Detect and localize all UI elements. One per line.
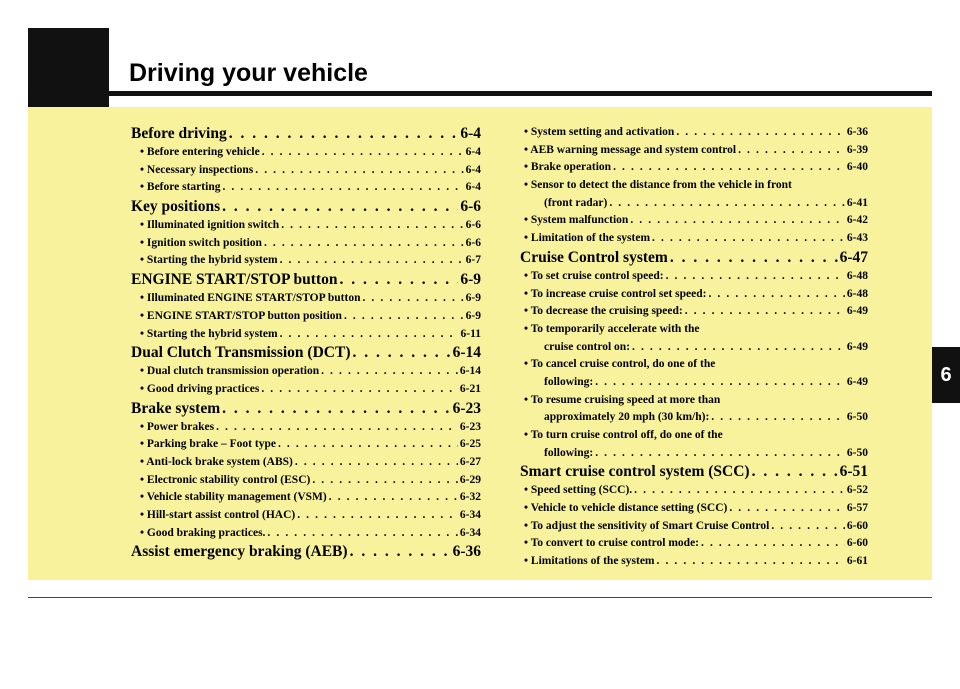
toc-subsection-entry[interactable] bbox=[520, 142, 868, 160]
toc-entry-label: • Good braking practices. bbox=[140, 526, 266, 539]
toc-leader-dots bbox=[350, 542, 451, 562]
toc-entry-label: • Illuminated ignition switch bbox=[140, 219, 280, 232]
toc-leader-dots bbox=[278, 436, 458, 454]
toc-entry-label: following: bbox=[544, 446, 594, 459]
toc-page-number: 6-4 bbox=[460, 125, 481, 142]
toc-entry-label: • Brake operation bbox=[524, 161, 612, 174]
toc-page-number: 6-50 bbox=[846, 446, 868, 459]
toc-entry-label: • To increase cruise control set speed: bbox=[524, 287, 707, 300]
toc-leader-dots bbox=[738, 142, 845, 160]
toc-entry-label: • Necessary inspections bbox=[140, 163, 254, 176]
toc-entry-label: • Speed setting (SCC). bbox=[524, 484, 633, 497]
page-title: Driving your vehicle bbox=[129, 59, 368, 87]
toc-subsection-entry[interactable] bbox=[131, 489, 481, 507]
toc-subsection-entry[interactable] bbox=[520, 409, 868, 427]
toc-page-number: 6-32 bbox=[459, 491, 481, 504]
toc-entry-label: • AEB warning message and system control bbox=[524, 143, 737, 156]
bottom-divider bbox=[28, 597, 932, 598]
toc-subsection-entry[interactable] bbox=[520, 518, 868, 536]
toc-subsection-entry[interactable] bbox=[131, 381, 481, 399]
toc-leader-dots bbox=[281, 217, 463, 235]
toc-entry-label: • Vehicle stability management (VSM) bbox=[140, 491, 327, 504]
toc-subsection-entry[interactable] bbox=[131, 363, 481, 381]
toc-entry-label: following: bbox=[544, 375, 594, 388]
toc-subsection-entry[interactable] bbox=[131, 217, 481, 235]
toc-subsection-entry[interactable] bbox=[520, 500, 868, 518]
toc-page-number: 6-25 bbox=[459, 438, 481, 451]
toc-subsection-entry[interactable] bbox=[131, 525, 481, 543]
toc-subsection-entry[interactable] bbox=[520, 124, 868, 142]
toc-subsection-entry[interactable] bbox=[520, 482, 868, 500]
toc-entry-label: Key positions bbox=[131, 198, 221, 216]
toc-entry-label: • Vehicle to vehicle distance setting (SCC) bbox=[524, 502, 728, 515]
toc-subsection-entry[interactable] bbox=[520, 230, 868, 248]
toc-leader-dots bbox=[711, 409, 845, 427]
toc-page-number: 6-36 bbox=[452, 543, 481, 561]
toc-page-number: 6-49 bbox=[846, 340, 868, 353]
toc-page-number: 6-6 bbox=[460, 198, 481, 216]
toc-subsection-entry[interactable] bbox=[131, 179, 481, 197]
toc-entry-label: • Limitation of the system bbox=[524, 232, 651, 245]
toc-leader-dots bbox=[595, 374, 845, 392]
toc-page-number: 6-48 bbox=[846, 287, 868, 300]
toc-page-number: 6-47 bbox=[839, 248, 868, 266]
toc-subsection-entry[interactable] bbox=[131, 436, 481, 454]
toc-entry-label: Smart cruise control system (SCC) bbox=[520, 463, 750, 481]
toc-entry-label: • To temporarily accelerate with the bbox=[524, 322, 700, 335]
toc-entry-label: • Parking brake – Foot type bbox=[140, 438, 276, 451]
toc-entry-label: • Before starting bbox=[140, 181, 221, 194]
toc-leader-dots bbox=[729, 500, 845, 518]
toc-section-entry[interactable] bbox=[131, 399, 481, 419]
toc-entry-label: • Dual clutch transmission operation bbox=[140, 365, 320, 378]
toc-leader-dots bbox=[267, 525, 457, 543]
toc-entry-label: • Sensor to detect the distance from the vehicle in front bbox=[524, 179, 792, 192]
toc-subsection-entry[interactable] bbox=[131, 507, 481, 525]
toc-entry-label: (front radar) bbox=[544, 196, 608, 209]
toc-leader-dots bbox=[262, 144, 464, 162]
toc-page-number: 6-21 bbox=[459, 382, 481, 395]
toc-leader-dots bbox=[632, 339, 845, 357]
toc-leader-dots bbox=[701, 535, 845, 553]
toc-entry-label: • To set cruise control speed: bbox=[524, 269, 664, 282]
toc-page-number: 6-11 bbox=[460, 327, 481, 340]
toc-leader-dots bbox=[609, 195, 845, 213]
toc-subsection-entry[interactable] bbox=[520, 445, 868, 463]
toc-entry-label: Brake system bbox=[131, 399, 221, 417]
toc-leader-dots bbox=[329, 489, 458, 507]
toc-subsection-entry[interactable] bbox=[131, 162, 481, 180]
toc-leader-dots bbox=[657, 553, 845, 571]
toc-subsection-entry[interactable] bbox=[520, 339, 868, 357]
toc-entry-label: ENGINE START/STOP button bbox=[131, 271, 338, 289]
toc-leader-dots bbox=[771, 518, 845, 536]
toc-entry-label: • Electronic stability control (ESC) bbox=[140, 473, 311, 486]
toc-subsection-entry[interactable] bbox=[520, 427, 868, 445]
toc-page-number: 6-6 bbox=[465, 236, 481, 249]
toc-entry-label: • Starting the hybrid system bbox=[140, 254, 278, 267]
toc-entry-label: Dual Clutch Transmission (DCT) bbox=[131, 344, 351, 362]
toc-page-number: 6-41 bbox=[846, 196, 868, 209]
toc-page-number: 6-23 bbox=[452, 399, 481, 417]
toc-subsection-entry[interactable] bbox=[520, 356, 868, 374]
toc-page-number: 6-4 bbox=[465, 146, 481, 158]
toc-subsection-entry[interactable] bbox=[131, 290, 481, 308]
toc-subsection-entry[interactable] bbox=[520, 392, 868, 410]
toc-leader-dots bbox=[261, 381, 458, 399]
toc-page-number: 6-49 bbox=[846, 305, 868, 318]
toc-right-column bbox=[520, 124, 868, 571]
toc-leader-dots bbox=[676, 124, 845, 142]
toc-page-number: 6-60 bbox=[846, 519, 868, 532]
toc-left-column bbox=[131, 124, 481, 562]
toc-entry-label: Cruise Control system bbox=[520, 248, 668, 266]
toc-entry-label: • Hill-start assist control (HAC) bbox=[140, 509, 296, 521]
toc-page-number: 6-29 bbox=[459, 473, 481, 486]
toc-entry-label: • Illuminated ENGINE START/STOP button bbox=[140, 292, 361, 305]
toc-leader-dots bbox=[595, 445, 845, 463]
toc-entry-label: approximately 20 mph (30 km/h): bbox=[544, 411, 710, 424]
toc-subsection-entry[interactable] bbox=[131, 144, 481, 162]
toc-page-number: 6-9 bbox=[465, 309, 481, 322]
toc-section-entry[interactable] bbox=[131, 124, 481, 144]
toc-leader-dots bbox=[295, 454, 458, 472]
toc-page-number: 6-57 bbox=[846, 502, 868, 515]
toc-entry-label: • Limitations of the system bbox=[524, 555, 655, 568]
toc-entry-label: • To adjust the sensitivity of Smart Cruise Control bbox=[524, 519, 770, 532]
toc-page-number: 6-9 bbox=[460, 271, 481, 289]
toc-subsection-entry[interactable] bbox=[131, 472, 481, 490]
chapter-header-block bbox=[28, 28, 109, 107]
toc-leader-dots bbox=[222, 197, 458, 217]
toc-leader-dots bbox=[352, 343, 450, 363]
toc-page-number: 6-60 bbox=[846, 537, 868, 550]
toc-subsection-entry[interactable] bbox=[520, 195, 868, 213]
toc-entry-label: • To turn cruise control off, do one of the bbox=[524, 429, 723, 441]
toc-entry-label: • Before entering vehicle bbox=[140, 146, 260, 158]
toc-leader-dots bbox=[222, 179, 463, 197]
toc-page-number: 6-34 bbox=[459, 526, 481, 539]
toc-page-number: 6-4 bbox=[465, 181, 481, 194]
toc-entry-label: Before driving bbox=[131, 125, 227, 142]
toc-leader-dots bbox=[255, 162, 463, 180]
toc-entry-label: • System setting and activation bbox=[524, 126, 675, 138]
toc-section-entry[interactable] bbox=[131, 197, 481, 217]
toc-subsection-entry[interactable] bbox=[131, 326, 481, 344]
toc-page-number: 6-34 bbox=[459, 509, 481, 521]
toc-entry-label: • Starting the hybrid system bbox=[140, 327, 278, 340]
toc-entry-label: • To decrease the cruising speed: bbox=[524, 305, 683, 318]
toc-leader-dots bbox=[321, 363, 458, 381]
toc-leader-dots bbox=[222, 399, 450, 419]
toc-section-entry[interactable] bbox=[131, 270, 481, 290]
toc-page-number: 6-39 bbox=[846, 143, 868, 156]
toc-page-number: 6-52 bbox=[846, 484, 868, 497]
toc-subsection-entry[interactable] bbox=[131, 419, 481, 437]
toc-subsection-entry[interactable] bbox=[520, 159, 868, 177]
toc-leader-dots bbox=[297, 507, 458, 525]
toc-page-number: 6-50 bbox=[846, 411, 868, 424]
toc-entry-label: • Ignition switch position bbox=[140, 236, 262, 249]
toc-entry-label: Assist emergency braking (AEB) bbox=[131, 543, 348, 561]
toc-entry-label: • Power brakes bbox=[140, 420, 215, 433]
toc-entry-label: • To convert to cruise control mode: bbox=[524, 537, 700, 550]
toc-page-number: 6-9 bbox=[465, 292, 481, 305]
toc-page-number: 6-14 bbox=[452, 344, 481, 362]
toc-leader-dots bbox=[685, 303, 845, 321]
toc-leader-dots bbox=[312, 472, 458, 490]
toc-entry-label: • ENGINE START/STOP button position bbox=[140, 309, 342, 322]
toc-entry-label: cruise control on: bbox=[544, 340, 631, 353]
toc-leader-dots bbox=[362, 290, 463, 308]
toc-page-number: 6-4 bbox=[465, 163, 481, 176]
toc-leader-dots bbox=[630, 212, 845, 230]
toc-leader-dots bbox=[708, 286, 844, 304]
toc-section-entry[interactable] bbox=[520, 462, 868, 482]
toc-entry-label: • To cancel cruise control, do one of the bbox=[524, 358, 716, 371]
toc-leader-dots bbox=[652, 230, 845, 248]
toc-page-number: 6-14 bbox=[459, 365, 481, 378]
toc-subsection-entry[interactable] bbox=[131, 308, 481, 326]
toc-section-entry[interactable] bbox=[131, 542, 481, 562]
toc-entry-label: • System malfunction bbox=[524, 214, 629, 227]
toc-subsection-entry[interactable] bbox=[520, 374, 868, 392]
chapter-tab[interactable]: 6 bbox=[932, 347, 960, 403]
toc-page-number: 6-42 bbox=[846, 214, 868, 227]
toc-leader-dots bbox=[752, 462, 838, 482]
toc-entry-label: • Anti-lock brake system (ABS) bbox=[140, 455, 293, 468]
toc-page-number: 6-51 bbox=[839, 463, 868, 481]
toc-page-number: 6-7 bbox=[465, 254, 481, 267]
toc-subsection-entry[interactable] bbox=[520, 535, 868, 553]
toc-page-number: 6-36 bbox=[846, 126, 868, 138]
toc-leader-dots bbox=[634, 482, 845, 500]
toc-subsection-entry[interactable] bbox=[520, 268, 868, 286]
toc-leader-dots bbox=[339, 270, 458, 290]
toc-leader-dots bbox=[280, 252, 464, 270]
toc-page-number: 6-40 bbox=[846, 161, 868, 174]
toc-entry-label: • Good driving practices bbox=[140, 382, 260, 395]
toc-subsection-entry[interactable] bbox=[131, 454, 481, 472]
toc-page-number: 6-43 bbox=[846, 232, 868, 245]
toc-leader-dots bbox=[216, 419, 458, 437]
toc-subsection-entry[interactable] bbox=[131, 235, 481, 253]
toc-subsection-entry[interactable] bbox=[520, 303, 868, 321]
toc-leader-dots bbox=[344, 308, 464, 326]
toc-page-number: 6-48 bbox=[846, 269, 868, 282]
toc-subsection-entry[interactable] bbox=[520, 212, 868, 230]
toc-leader-dots bbox=[229, 124, 459, 144]
toc-page-number: 6-27 bbox=[459, 455, 481, 468]
toc-subsection-entry[interactable] bbox=[520, 286, 868, 304]
toc-subsection-entry[interactable] bbox=[520, 321, 868, 339]
toc-page-number: 6-23 bbox=[459, 420, 481, 433]
toc-leader-dots bbox=[264, 235, 464, 253]
title-divider bbox=[109, 91, 932, 96]
toc-section-entry[interactable] bbox=[131, 343, 481, 363]
toc-page-number: 6-6 bbox=[465, 219, 481, 232]
toc-subsection-entry[interactable] bbox=[520, 553, 868, 571]
toc-leader-dots bbox=[280, 326, 459, 344]
toc-page-number: 6-61 bbox=[846, 555, 868, 568]
toc-entry-label: • To resume cruising speed at more than bbox=[524, 393, 721, 406]
toc-leader-dots bbox=[666, 268, 845, 286]
toc-leader-dots bbox=[613, 159, 845, 177]
toc-subsection-entry[interactable] bbox=[520, 177, 868, 195]
toc-page-number: 6-49 bbox=[846, 375, 868, 388]
toc-leader-dots bbox=[670, 248, 838, 268]
toc-subsection-entry[interactable] bbox=[131, 252, 481, 270]
toc-section-entry[interactable] bbox=[520, 248, 868, 268]
